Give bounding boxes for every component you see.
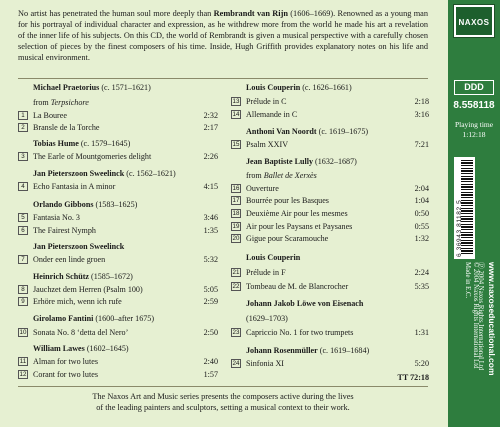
composer-name-bold: Michael Praetorius: [33, 83, 100, 92]
track-row: [18, 296, 218, 307]
track-row: [18, 327, 218, 338]
copyright-phonogram: ⓟ 2004 Naxos Rights International Ltd: [477, 262, 484, 371]
barcode-digits: 6 36943 81182 5: [456, 199, 463, 257]
composer-name: [246, 82, 352, 93]
track-row: [231, 139, 429, 150]
track-row: [18, 254, 218, 265]
track-row: [231, 267, 429, 278]
track-title: Prélude in C: [246, 97, 287, 106]
track-number: 15: [232, 141, 240, 148]
track-duration: 2:50: [203, 328, 218, 337]
composer-row: [231, 252, 429, 263]
track-duration: 4:15: [203, 182, 218, 191]
track-number: 17: [232, 197, 240, 204]
track-row: [18, 225, 218, 236]
track-number: 20: [232, 235, 240, 242]
track-duration: 3:46: [203, 213, 218, 222]
track-row: [231, 109, 429, 120]
composer-name-bold: Jan Pieterszoon Sweelinck: [33, 242, 125, 251]
track-title: Sonata No. 8 ‘detta del Nero’: [33, 328, 129, 337]
track-duration: 0:50: [414, 209, 429, 218]
track-duration: 2:26: [203, 152, 218, 161]
track-title: Ouverture: [246, 184, 279, 193]
track-row: [18, 181, 218, 192]
composer-name: [246, 298, 363, 309]
track-row: [231, 281, 429, 292]
track-number: 10: [19, 329, 27, 336]
track-number: 18: [232, 210, 240, 217]
track-duration: 5:20: [414, 359, 429, 368]
composer-dates: (c. 1619–1675): [316, 127, 369, 136]
composer-dates-line: (1629–1703): [246, 314, 288, 323]
composer-row: [231, 126, 429, 137]
track-title: Fantasia No. 3: [33, 213, 80, 222]
made-in-notice: Made in E.C.: [464, 262, 471, 299]
composer-name-bold: Girolamo Fantini: [33, 314, 94, 323]
playing-time-label: Playing time: [454, 120, 494, 129]
track-number: 11: [19, 358, 27, 365]
work-source-prefix: from: [33, 98, 51, 107]
track-duration: 5:35: [414, 282, 429, 291]
composer-dates: (c. 1626–1661): [300, 83, 352, 92]
playing-time-value: 1:12:18: [462, 130, 486, 139]
composer-name: [33, 82, 151, 93]
composer-name-bold: Louis Couperin: [246, 83, 301, 92]
track-row: [18, 212, 218, 223]
composer-name-bold: Louis Couperin: [246, 253, 301, 262]
track-row: [231, 208, 429, 219]
intro-text-1: No artist has penetrated the human soul more deeply than: [18, 9, 214, 18]
track-duration: 2:17: [203, 123, 218, 132]
track-duration: 2:04: [414, 184, 429, 193]
track-number: 13: [232, 98, 240, 105]
composer-name-bold: William Lawes: [33, 344, 85, 353]
intro-artist-name: Rembrandt van Rijn: [213, 9, 288, 18]
composer-row: [18, 343, 218, 354]
series-footer: [18, 391, 428, 413]
track-title: Bourrée pour les Basques: [246, 196, 329, 205]
composer-name: [246, 345, 369, 356]
footer-line-1: The Naxos Art and Music series presents the composers active during the lives: [92, 392, 354, 401]
track-title: Sinfonia XI: [246, 359, 284, 368]
composer-name-bold: Heinrich Schütz: [33, 272, 89, 281]
intro-text-2: (1606–1669). Renowned as a young man for his portrayal of individual character and expression, as he withdrew more from the world he made his art a revelation of the inner life of his subjects. On this CD, the world of Rembrandt is given a musical perspective with a carefully chosen selection of pieces by the finest composers of his time. Inside, Hugh Griffith provides explanatory notes on his life and musical environment.: [18, 9, 428, 62]
track-title: Allemande in C: [246, 110, 298, 119]
composer-dates: (1583–1625): [93, 200, 138, 209]
track-row: [18, 151, 218, 162]
ddd-badge: DDD: [454, 80, 494, 95]
track-duration: 5:05: [203, 285, 218, 294]
composer-name-bold: Anthoni Van Noordt: [246, 127, 317, 136]
track-title: Prélude in F: [246, 268, 286, 277]
track-title: Alman for two lutes: [33, 357, 98, 366]
track-title: Onder een linde groen: [33, 255, 106, 264]
composer-row: [18, 82, 218, 93]
composer-name-bold: Johann Jakob Löwe von Eisenach: [246, 299, 364, 308]
intro-paragraph: [18, 8, 428, 63]
composer-name-bold: Orlando Gibbons: [33, 200, 94, 209]
composer-row: [231, 298, 429, 309]
track-title: Tombeau de M. de Blancrocher: [246, 282, 349, 291]
track-row: [231, 358, 429, 369]
composer-row: [18, 168, 218, 179]
total-time: TT 72:18: [397, 373, 429, 382]
work-source: [246, 170, 317, 181]
work-source-prefix: from: [246, 171, 264, 180]
track-duration: 1:35: [203, 226, 218, 235]
track-duration: 0:55: [414, 222, 429, 231]
composer-dates: (1585–1672): [88, 272, 133, 281]
track-title: Gigue pour Scaramouche: [246, 234, 329, 243]
track-duration: 3:16: [414, 110, 429, 119]
track-number: 3: [18, 152, 28, 161]
composer-row: [18, 271, 218, 282]
composer-name: [33, 313, 154, 324]
track-row: [18, 110, 218, 121]
track-row: [18, 122, 218, 133]
barcode: [454, 157, 475, 259]
track-title: The Earle of Mountgomeries delight: [33, 152, 152, 161]
track-title: Jauchzet dem Herren (Psalm 100): [33, 285, 143, 294]
composer-dates: (1602–1645): [84, 344, 129, 353]
track-number: 23: [232, 329, 240, 336]
catalog-number: 8.558118: [453, 100, 495, 111]
composer-dates: (c. 1562–1621): [124, 169, 176, 178]
track-title: La Bouree: [33, 111, 67, 120]
work-source: [33, 97, 89, 108]
track-duration: 2:32: [203, 111, 218, 120]
composer-name-bold: Tobias Hume: [33, 139, 79, 148]
track-title: Corant for two lutes: [33, 370, 98, 379]
logo-panel: [456, 7, 492, 35]
track-title: The Fairest Nymph: [33, 226, 96, 235]
track-duration: 1:32: [414, 234, 429, 243]
composer-name: [33, 168, 176, 179]
work-source-title: Terpsichore: [50, 98, 89, 107]
composer-row: [231, 345, 429, 356]
composer-name: [246, 156, 357, 167]
track-title: Capriccio No. 1 for two trumpets: [246, 328, 354, 337]
logo-text: NAXOS: [458, 18, 490, 27]
track-row: [18, 284, 218, 295]
track-number: 9: [18, 297, 28, 306]
composer-name: [33, 199, 137, 210]
sub-row: [18, 97, 218, 108]
track-row: [231, 327, 429, 338]
track-row: [18, 356, 218, 367]
track-title: Deuxième Air pour les mesmes: [246, 209, 348, 218]
divider-bottom: [18, 386, 428, 387]
composer-name: [246, 126, 368, 137]
track-row: [231, 195, 429, 206]
composer-name: [33, 343, 129, 354]
track-duration: 2:40: [203, 357, 218, 366]
track-number: 5: [18, 213, 28, 222]
naxos-logo: [453, 4, 495, 38]
track-number: 14: [232, 111, 240, 118]
track-duration: 5:32: [203, 255, 218, 264]
track-duration: 2:18: [414, 97, 429, 106]
composer-name-bold: Jan Pieterszoon Sweelinck: [33, 169, 125, 178]
track-duration: 1:04: [414, 196, 429, 205]
total-row: [231, 372, 429, 383]
composer-dates: (c. 1571–1621): [99, 83, 151, 92]
composer-name-bold: Jean Baptiste Lully: [246, 157, 314, 166]
track-number: 8: [18, 285, 28, 294]
composer-row: [18, 241, 218, 252]
composer-name: [33, 241, 124, 252]
work-source-title: Ballet de Xerxès: [263, 171, 317, 180]
track-title: Psalm XXIV: [246, 140, 289, 149]
composer-name: [33, 138, 130, 149]
composer-dates: (c. 1579–1645): [78, 139, 131, 148]
track-number: 2: [18, 123, 28, 132]
track-row: [231, 96, 429, 107]
composer-name: [33, 271, 133, 282]
composer-row: [18, 199, 218, 210]
composer-dates: (1632–1687): [313, 157, 357, 166]
track-title: Erhöre mich, wenn ich rufe: [33, 297, 122, 306]
track-row: [231, 233, 429, 244]
plain-row: [231, 313, 429, 324]
divider-top: [18, 78, 428, 79]
composer-row: [231, 82, 429, 93]
sub-row: [231, 170, 429, 181]
track-number: 1: [18, 111, 28, 120]
track-title: Echo Fantasia in A minor: [33, 182, 116, 191]
track-duration: 7:21: [414, 140, 429, 149]
track-duration: 1:57: [203, 370, 218, 379]
composer-row: [231, 156, 429, 167]
composer-dates: (c. 1619–1684): [317, 346, 370, 355]
track-number: 6: [18, 226, 28, 235]
track-number: 21: [232, 269, 240, 276]
track-duration: 2:59: [203, 297, 218, 306]
track-row: [231, 221, 429, 232]
website-url: www.naxoseducational.com: [487, 262, 497, 376]
track-duration: 2:24: [414, 268, 429, 277]
track-number: 24: [232, 360, 240, 367]
track-row: [18, 369, 218, 380]
track-duration: 1:31: [414, 328, 429, 337]
composer-row: [18, 313, 218, 324]
track-title: Bransle de la Torche: [33, 123, 100, 132]
track-number: 19: [232, 223, 240, 230]
track-number: 16: [232, 185, 240, 192]
track-number: 4: [18, 182, 28, 191]
copyright-notice: © 2004 Naxos Rights International Ltd: [472, 262, 479, 369]
composer-dates: (1600–after 1675): [93, 314, 155, 323]
track-row: [231, 183, 429, 194]
footer-line-2: of the leading painters and sculptors, setting a musical context to their work.: [96, 403, 350, 412]
track-number: 12: [19, 371, 27, 378]
composer-name-bold: Johann Rosenmüller: [246, 346, 318, 355]
composer-row: [18, 138, 218, 149]
track-title: Air pour les Paysans et Paysanes: [246, 222, 353, 231]
composer-name: [246, 252, 300, 263]
track-number: 22: [232, 283, 240, 290]
track-number: 7: [18, 255, 28, 264]
